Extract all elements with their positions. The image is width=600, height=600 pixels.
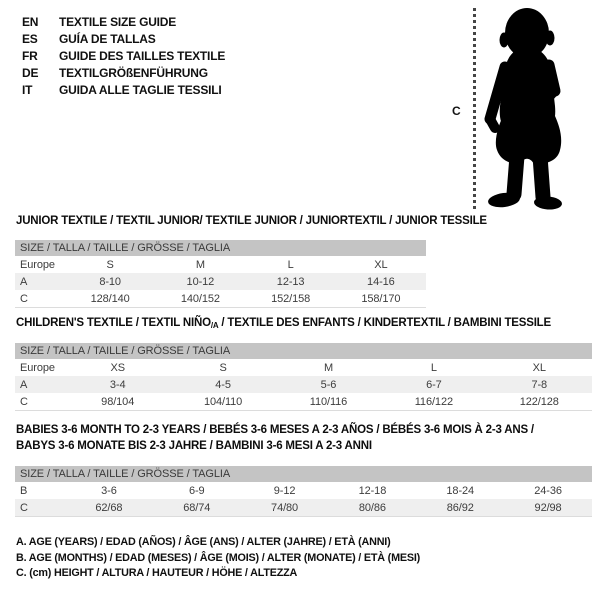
- language-row-it: [22, 81, 225, 98]
- language-code: EN: [22, 14, 39, 29]
- size-header-bar: [15, 466, 592, 482]
- cell: M: [195, 258, 205, 271]
- cell: 110/116: [309, 395, 348, 408]
- table-row: [15, 273, 426, 290]
- cell: 68/74: [153, 499, 241, 517]
- language-row-es: [22, 30, 225, 47]
- footnote-c: C. (cm) HEIGHT / ALTURA / HAUTEUR / HÖHE / ALTEZZA: [16, 567, 298, 580]
- babies-table-title: [16, 422, 534, 454]
- footnote-a: A. AGE (YEARS) / EDAD (AÑOS) / ÂGE (ANS) / ALTER (JAHRE) / ETÀ (ANNI): [16, 536, 391, 548]
- title-text: CHILDREN'S TEXTILE / TEXTIL NIÑO: [16, 317, 211, 329]
- cell: 122/128: [519, 395, 559, 408]
- row-label: B: [20, 484, 28, 497]
- title-subscript: /A: [210, 321, 219, 330]
- language-row-fr: [22, 47, 225, 64]
- language-label: GUIDE DES TAILLES TEXTILE: [59, 48, 226, 63]
- height-measure-dashed-line: [473, 8, 476, 211]
- cell: 3-6: [101, 484, 117, 497]
- language-label: TEXTILE SIZE GUIDE: [59, 14, 177, 29]
- row-label: Europe: [20, 361, 55, 374]
- language-code: FR: [22, 48, 38, 63]
- size-header-bar: [15, 240, 426, 256]
- size-header-label: SIZE / TALLA / TAILLE / GRÖSSE / TAGLIA: [15, 240, 426, 256]
- language-label: GUIDA ALLE TAGLIE TESSILI: [59, 82, 222, 97]
- language-title-list: [22, 13, 225, 98]
- size-header-label: SIZE / TALLA / TAILLE / GRÖSSE / TAGLIA: [15, 466, 592, 482]
- cell: 98/104: [101, 395, 135, 408]
- table-row: [15, 256, 426, 273]
- cell: L: [287, 258, 294, 271]
- table-row: [15, 290, 426, 308]
- row-label: Europe: [20, 258, 55, 271]
- cell: 18-24: [446, 484, 475, 497]
- height-measure-label: C: [452, 104, 461, 118]
- table-row: [15, 482, 592, 499]
- cell: 14-16: [336, 273, 426, 290]
- cell: XS: [110, 361, 125, 374]
- table-row: [15, 376, 592, 393]
- language-row-de: [22, 64, 225, 81]
- cell: 6-9: [188, 484, 205, 497]
- cell: M: [323, 361, 334, 374]
- junior-table-title: JUNIOR TEXTILE / TEXTIL JUNIOR/ TEXTILE JUNIOR / JUNIORTEXTIL / JUNIOR TESSILE: [16, 215, 487, 227]
- title-text: / TEXTILE DES ENFANTS / KINDERTEXTIL / BAMBINI TESSILE: [218, 317, 551, 329]
- cell: L: [430, 361, 437, 374]
- cell: S: [106, 258, 114, 271]
- table-row: [15, 393, 592, 411]
- cell: 80/86: [328, 499, 416, 517]
- cell: 116/122: [414, 395, 453, 408]
- cell: 6-7: [381, 376, 486, 393]
- cell: XL: [532, 361, 546, 374]
- cell: 4-5: [170, 376, 275, 393]
- language-code: DE: [22, 65, 39, 80]
- language-code: IT: [22, 82, 33, 97]
- cell: 24-36: [534, 484, 562, 497]
- children-table-title: [16, 315, 551, 334]
- language-row-en: [22, 13, 225, 30]
- row-label: A: [15, 376, 65, 393]
- babies-title-line2: BABYS 3-6 MONATE BIS 2-3 JAHRE / BAMBINI 3-6 MESI A 2-3 ANNI: [16, 440, 372, 452]
- cell: 12-13: [246, 273, 336, 290]
- cell: 152/158: [271, 292, 311, 305]
- footnote-b: B. AGE (MONTHS) / EDAD (MESES) / ÂGE (MOIS) / ALTER (MONATE) / ETÀ (MESI): [16, 551, 421, 564]
- language-code: ES: [22, 31, 38, 46]
- cell: 128/140: [90, 292, 130, 305]
- toddler-silhouette-icon: [479, 6, 580, 212]
- children-size-table: [15, 343, 592, 411]
- language-label: GUÍA DE TALLAS: [59, 31, 156, 46]
- cell: 9-12: [273, 484, 296, 497]
- size-header-label: SIZE / TALLA / TAILLE / GRÖSSE / TAGLIA: [15, 343, 592, 359]
- row-label: C: [15, 499, 65, 517]
- babies-title-line1: BABIES 3-6 MONTH TO 2-3 YEARS / BEBÉS 3-6 MESES A 2-3 AÑOS / BÉBÉS 3-6 MOIS À 2-3 ANS /: [16, 424, 534, 436]
- babies-size-table: [15, 466, 592, 517]
- cell: 3-4: [65, 376, 170, 393]
- table-row: [15, 359, 592, 376]
- row-label: A: [15, 273, 65, 290]
- cell: 158/170: [361, 292, 401, 305]
- cell: S: [219, 361, 227, 374]
- row-label: C: [20, 395, 28, 408]
- cell: 10-12: [155, 273, 245, 290]
- cell: 92/98: [504, 499, 592, 517]
- cell: 8-10: [65, 273, 155, 290]
- junior-size-table: [15, 240, 426, 308]
- cell: 7-8: [487, 376, 592, 393]
- cell: 140/152: [180, 292, 220, 305]
- footnote-legend: [16, 536, 420, 583]
- cell: 12-18: [358, 484, 387, 497]
- cell: 5-6: [276, 376, 381, 393]
- table-row: [15, 499, 592, 517]
- cell: 86/92: [416, 499, 504, 517]
- cell: 104/110: [203, 395, 243, 408]
- size-header-bar: [15, 343, 592, 359]
- cell: 74/80: [241, 499, 329, 517]
- row-label: C: [20, 292, 28, 305]
- cell: 62/68: [65, 499, 153, 517]
- cell: XL: [374, 258, 388, 271]
- language-label: TEXTILGRÖßENFÜHRUNG: [59, 65, 208, 80]
